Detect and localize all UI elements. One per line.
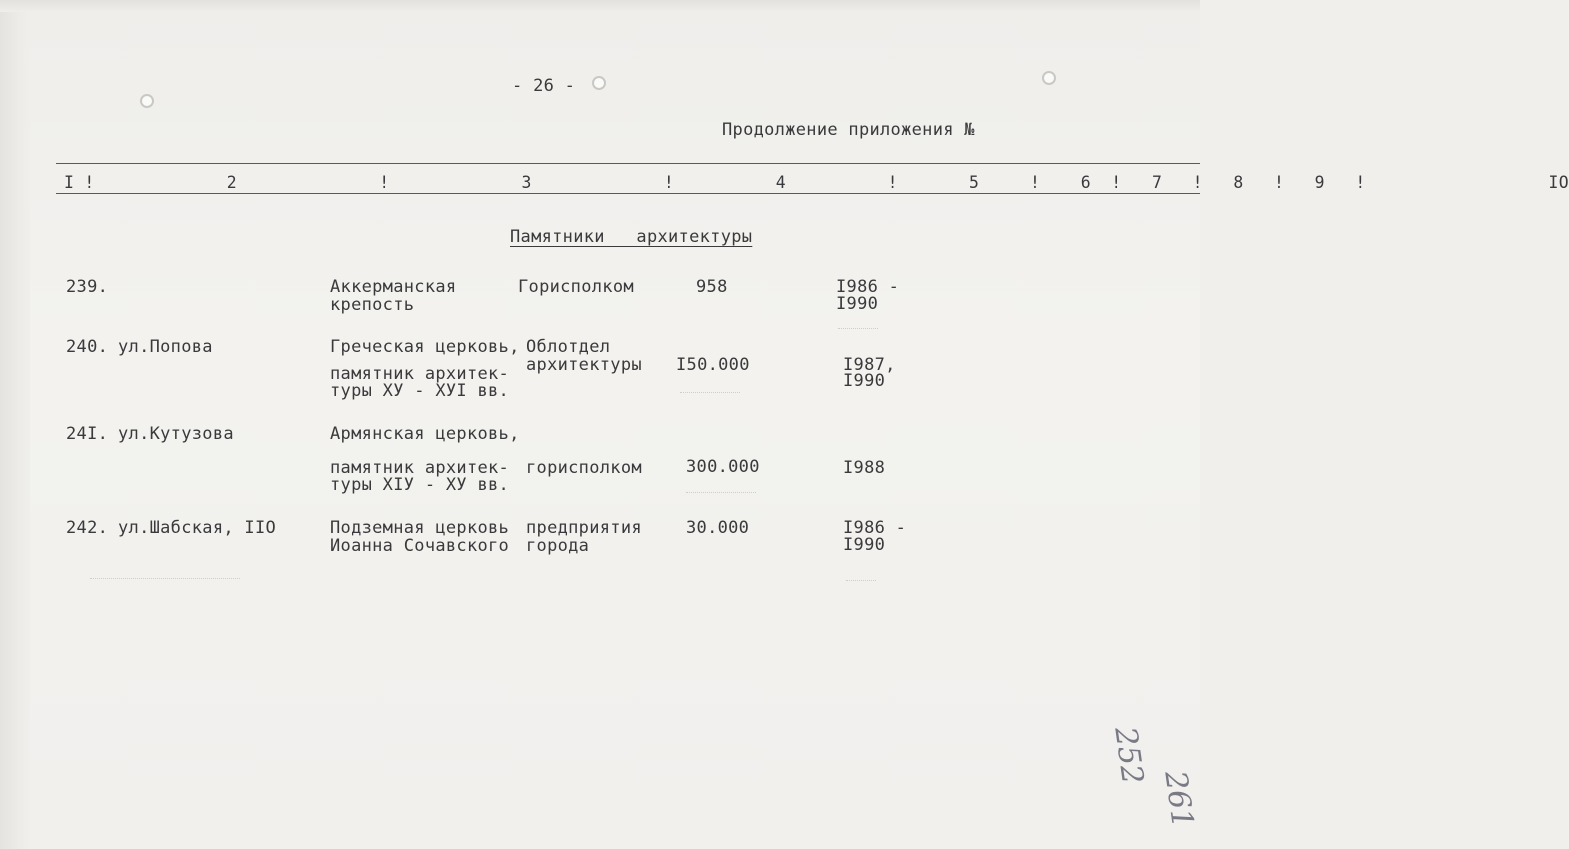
show-through-mark	[680, 392, 740, 393]
object-name: памятник архитек-	[330, 364, 510, 384]
amount: 958	[696, 277, 728, 297]
row-number: 240.	[66, 337, 109, 357]
show-through-mark	[846, 580, 876, 581]
punch-hole	[1042, 71, 1056, 85]
object-name: Армянская церковь,	[330, 424, 520, 444]
amount: 30.000	[686, 518, 750, 538]
punch-hole	[592, 76, 606, 90]
section-title: Памятники архитектуры	[510, 227, 753, 247]
object-name: Аккерманская	[330, 277, 457, 297]
address: ул.Кутузова	[118, 424, 234, 444]
row-number: 239.	[66, 277, 109, 297]
amount: 300.000	[686, 457, 760, 477]
organization: города	[526, 536, 590, 556]
years: I990	[843, 371, 886, 391]
show-through-mark	[90, 578, 240, 579]
page-edge-top	[0, 0, 1200, 12]
show-through-mark	[686, 492, 756, 493]
row-number: 242.	[66, 518, 109, 538]
object-name: Подземная церковь	[330, 518, 510, 538]
years: I990	[843, 535, 886, 555]
years: I990	[836, 294, 879, 314]
page-edge	[0, 0, 30, 849]
row-number: 24I.	[66, 424, 109, 444]
years: I986 -	[836, 277, 900, 297]
organization: Горисполком	[518, 277, 634, 297]
header-bottom-rule	[56, 193, 1200, 194]
object-name: Греческая церковь,	[330, 337, 520, 357]
object-name: туры XIУ - ХУ вв.	[330, 475, 510, 495]
header-top-rule	[56, 163, 1200, 164]
organization: предприятия	[526, 518, 642, 538]
handwritten-page-mark: 261	[1157, 768, 1200, 831]
address: ул.Попова	[118, 337, 213, 357]
handwritten-page-mark: 252	[1107, 724, 1150, 787]
object-name: памятник архитек-	[330, 458, 510, 478]
page-number: - 26 -	[512, 76, 576, 96]
object-name: Иоанна Сочавского	[330, 536, 510, 556]
years: I987,	[843, 355, 896, 375]
show-through-mark	[838, 328, 878, 329]
address: ул.Шабская, IIO	[118, 518, 277, 538]
appendix-title: Продолжение приложения №	[722, 120, 975, 140]
organization: горисполком	[526, 458, 642, 478]
object-name: крепость	[330, 295, 415, 315]
years: I988	[843, 458, 886, 478]
organization: Облотдел	[526, 337, 611, 357]
column-header-numbers: I ! 2 ! 3 ! 4 ! 5 ! 6 ! 7 ! 8 ! 9 ! IO	[64, 173, 1569, 192]
years: I986 -	[843, 518, 907, 538]
object-name: туры ХУ - ХУI вв.	[330, 381, 510, 401]
punch-hole	[140, 94, 154, 108]
organization: архитектуры	[526, 355, 642, 375]
amount: I50.000	[676, 355, 750, 375]
